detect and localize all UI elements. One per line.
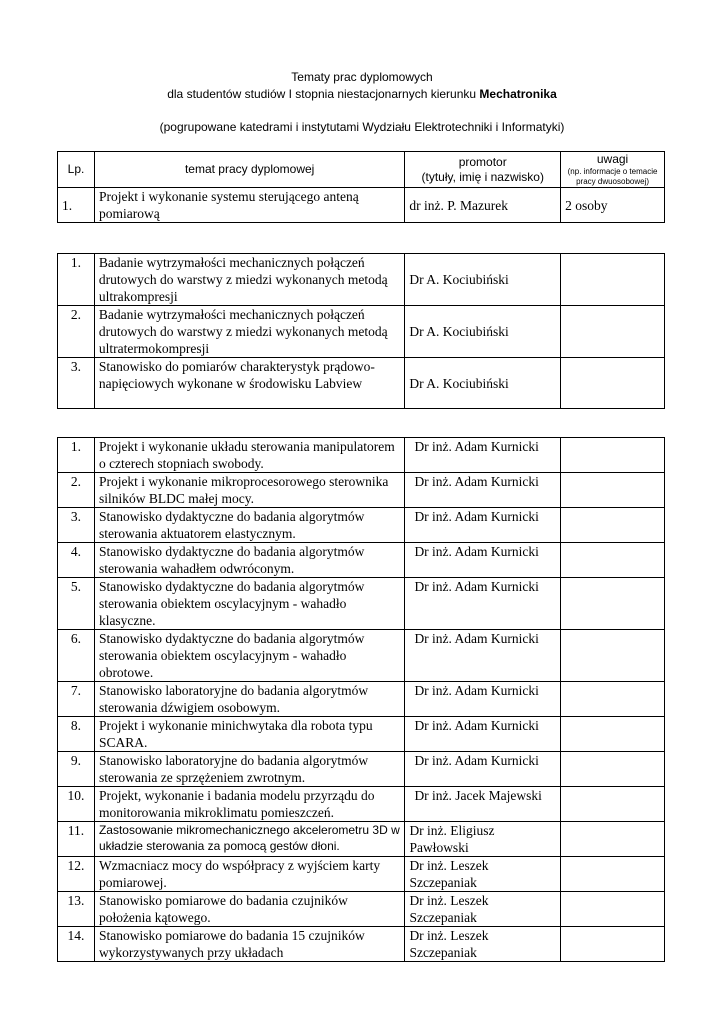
- table-row: [58, 254, 665, 306]
- table-row: [58, 822, 665, 857]
- row-notes: [561, 508, 665, 543]
- row-number: 8.: [58, 717, 95, 752]
- row-topic: Stanowisko dydaktyczne do badania algorytmów sterowania obiektem oscylacyjnym - wahadło obrotowe.: [94, 630, 405, 682]
- row-number: 3.: [58, 508, 95, 543]
- row-promotor: Dr inż. Leszek Szczepaniak: [405, 927, 561, 962]
- row-number: 2.: [58, 473, 95, 508]
- col-promotor: [405, 152, 561, 188]
- row-topic: Projekt i wykonanie minichwytaka dla robota typu SCARA.: [94, 717, 405, 752]
- row-notes: [561, 358, 665, 409]
- row-promotor: Dr A. Kociubiński: [405, 306, 561, 358]
- row-topic: Projekt i wykonanie mikroprocesorowego sterownika silników BLDC małej mocy.: [94, 473, 405, 508]
- row-topic: Stanowisko laboratoryjne do badania algorytmów sterowania ze sprzężeniem zwrotnym.: [94, 752, 405, 787]
- doc-grouping-note: (pogrupowane katedrami i instytutami Wydziału Elektrotechniki i Informatyki): [159, 120, 565, 134]
- row-number: 13.: [58, 892, 95, 927]
- row-topic: Badanie wytrzymałości mechanicznych połączeń drutowych do warstwy z miedzi wykonanych metodą ultrakompresji: [94, 254, 405, 306]
- col-topic: temat pracy dyplomowej: [94, 152, 404, 188]
- row-topic: Stanowisko do pomiarów charakterystyk prądowo-napięciowych wykonane w środowisku Labview: [94, 358, 405, 409]
- row-promotor: Dr inż. Adam Kurnicki: [405, 473, 561, 508]
- table-row: [58, 892, 665, 927]
- row-topic: Stanowisko laboratoryjne do badania algorytmów sterowania dźwigiem osobowym.: [94, 682, 405, 717]
- table-row: [58, 682, 665, 717]
- doc-title: Tematy prac dyplomowych: [291, 70, 433, 84]
- table-row: [58, 630, 665, 682]
- table-row: [58, 717, 665, 752]
- row-promotor: Dr inż. Eligiusz Pawłowski: [405, 822, 561, 857]
- row-promotor: Dr inż. Adam Kurnicki: [405, 717, 561, 752]
- row-number: 9.: [58, 752, 95, 787]
- row-promotor: Dr inż. Leszek Szczepaniak: [405, 892, 561, 927]
- row-promotor: Dr inż. Adam Kurnicki: [405, 752, 561, 787]
- row-notes: [561, 822, 665, 857]
- row-topic: Wzmacniacz mocy do współpracy z wyjściem karty pomiarowej.: [94, 857, 405, 892]
- table-row: [58, 543, 665, 578]
- row-promotor: Dr A. Kociubiński: [405, 358, 561, 409]
- row-notes: [561, 682, 665, 717]
- col-notes: [561, 152, 665, 188]
- row-notes: [561, 630, 665, 682]
- table-row: [58, 306, 665, 358]
- row-notes: [561, 787, 665, 822]
- row-topic: Stanowisko dydaktyczne do badania algorytmów sterowania aktuatorem elastycznym.: [94, 508, 405, 543]
- row-notes: [561, 717, 665, 752]
- col-notes-label: uwagi: [596, 152, 629, 166]
- row-notes: 2 osoby: [561, 188, 665, 223]
- col-promotor-label: promotor: [458, 154, 507, 169]
- row-number: 10.: [58, 787, 95, 822]
- row-number: 11.: [58, 822, 95, 857]
- doc-subtitle: [0, 87, 724, 101]
- row-number: 1.: [58, 254, 95, 306]
- row-notes: [561, 543, 665, 578]
- row-number: 1.: [58, 188, 95, 223]
- row-promotor: Dr inż. Adam Kurnicki: [405, 682, 561, 717]
- row-notes: [561, 927, 665, 962]
- table-row: [58, 752, 665, 787]
- row-number: 5.: [58, 578, 95, 630]
- row-number: 14.: [58, 927, 95, 962]
- row-notes: [561, 752, 665, 787]
- row-number: 2.: [58, 306, 95, 358]
- row-promotor: Dr inż. Adam Kurnicki: [405, 508, 561, 543]
- row-notes: [561, 254, 665, 306]
- topics-table-1: [57, 151, 665, 223]
- row-number: 3.: [58, 358, 95, 409]
- row-topic: Zastosowanie mikromechanicznego akcelerometru 3D w układzie sterowania za pomocą gestów dłoni.: [94, 822, 405, 857]
- topics-table-3: [57, 437, 665, 962]
- row-notes: [561, 857, 665, 892]
- row-number: 6.: [58, 630, 95, 682]
- table-row: [58, 508, 665, 543]
- row-notes: [561, 578, 665, 630]
- table-row: [58, 857, 665, 892]
- row-topic: Projekt, wykonanie i badania modelu przyrządu do monitorowania mikroklimatu pomieszczeń.: [94, 787, 405, 822]
- row-promotor: Dr inż. Jacek Majewski: [405, 787, 561, 822]
- row-topic: Badanie wytrzymałości mechanicznych połączeń drutowych do warstwy z miedzi wykonanych metodą ultratermokompresji: [94, 306, 405, 358]
- row-promotor: Dr inż. Adam Kurnicki: [405, 438, 561, 473]
- row-topic: Stanowisko pomiarowe do badania czujników położenia kątowego.: [94, 892, 405, 927]
- topics-table-2: [57, 253, 665, 409]
- row-notes: [561, 438, 665, 473]
- row-topic: Stanowisko dydaktyczne do badania algorytmów sterowania obiektem oscylacyjnym - wahadło klasyczne.: [94, 578, 405, 630]
- table-row: [58, 927, 665, 962]
- row-number: 1.: [58, 438, 95, 473]
- table-row: [58, 787, 665, 822]
- row-notes: [561, 306, 665, 358]
- table-row: [58, 438, 665, 473]
- table-header-row: [58, 152, 665, 188]
- table-row: [58, 358, 665, 409]
- doc-subtitle-text: dla studentów studiów I stopnia niestacjonarnych kierunku: [167, 87, 480, 101]
- row-notes: [561, 473, 665, 508]
- row-number: 7.: [58, 682, 95, 717]
- row-topic: Projekt i wykonanie układu sterowania manipulatorem o czterech stopniach swobody.: [94, 438, 405, 473]
- row-topic: Stanowisko pomiarowe do badania 15 czujników wykorzystywanych przy układach: [94, 927, 405, 962]
- row-notes: [561, 892, 665, 927]
- row-promotor: Dr inż. Leszek Szczepaniak: [405, 857, 561, 892]
- row-topic: Projekt i wykonanie systemu sterującego anteną pomiarową: [94, 188, 404, 223]
- row-number: 12.: [58, 857, 95, 892]
- row-promotor: Dr inż. Adam Kurnicki: [405, 630, 561, 682]
- row-number: 4.: [58, 543, 95, 578]
- row-promotor: Dr A. Kociubiński: [405, 254, 561, 306]
- table-row: [58, 188, 665, 223]
- col-promotor-sub: (tytuły, imię i nazwisko): [421, 169, 544, 184]
- table-row: [58, 473, 665, 508]
- field-name: Mechatronika: [479, 87, 557, 101]
- row-promotor: Dr inż. Adam Kurnicki: [405, 543, 561, 578]
- col-lp: Lp.: [58, 152, 95, 188]
- table-row: [58, 578, 665, 630]
- row-topic: Stanowisko dydaktyczne do badania algorytmów sterowania wahadłem odwróconym.: [94, 543, 405, 578]
- row-promotor: dr inż. P. Mazurek: [405, 188, 561, 223]
- col-notes-sub: (np. informacje o temacie pracy dwuosobowej): [567, 167, 658, 186]
- row-promotor: Dr inż. Adam Kurnicki: [405, 578, 561, 630]
